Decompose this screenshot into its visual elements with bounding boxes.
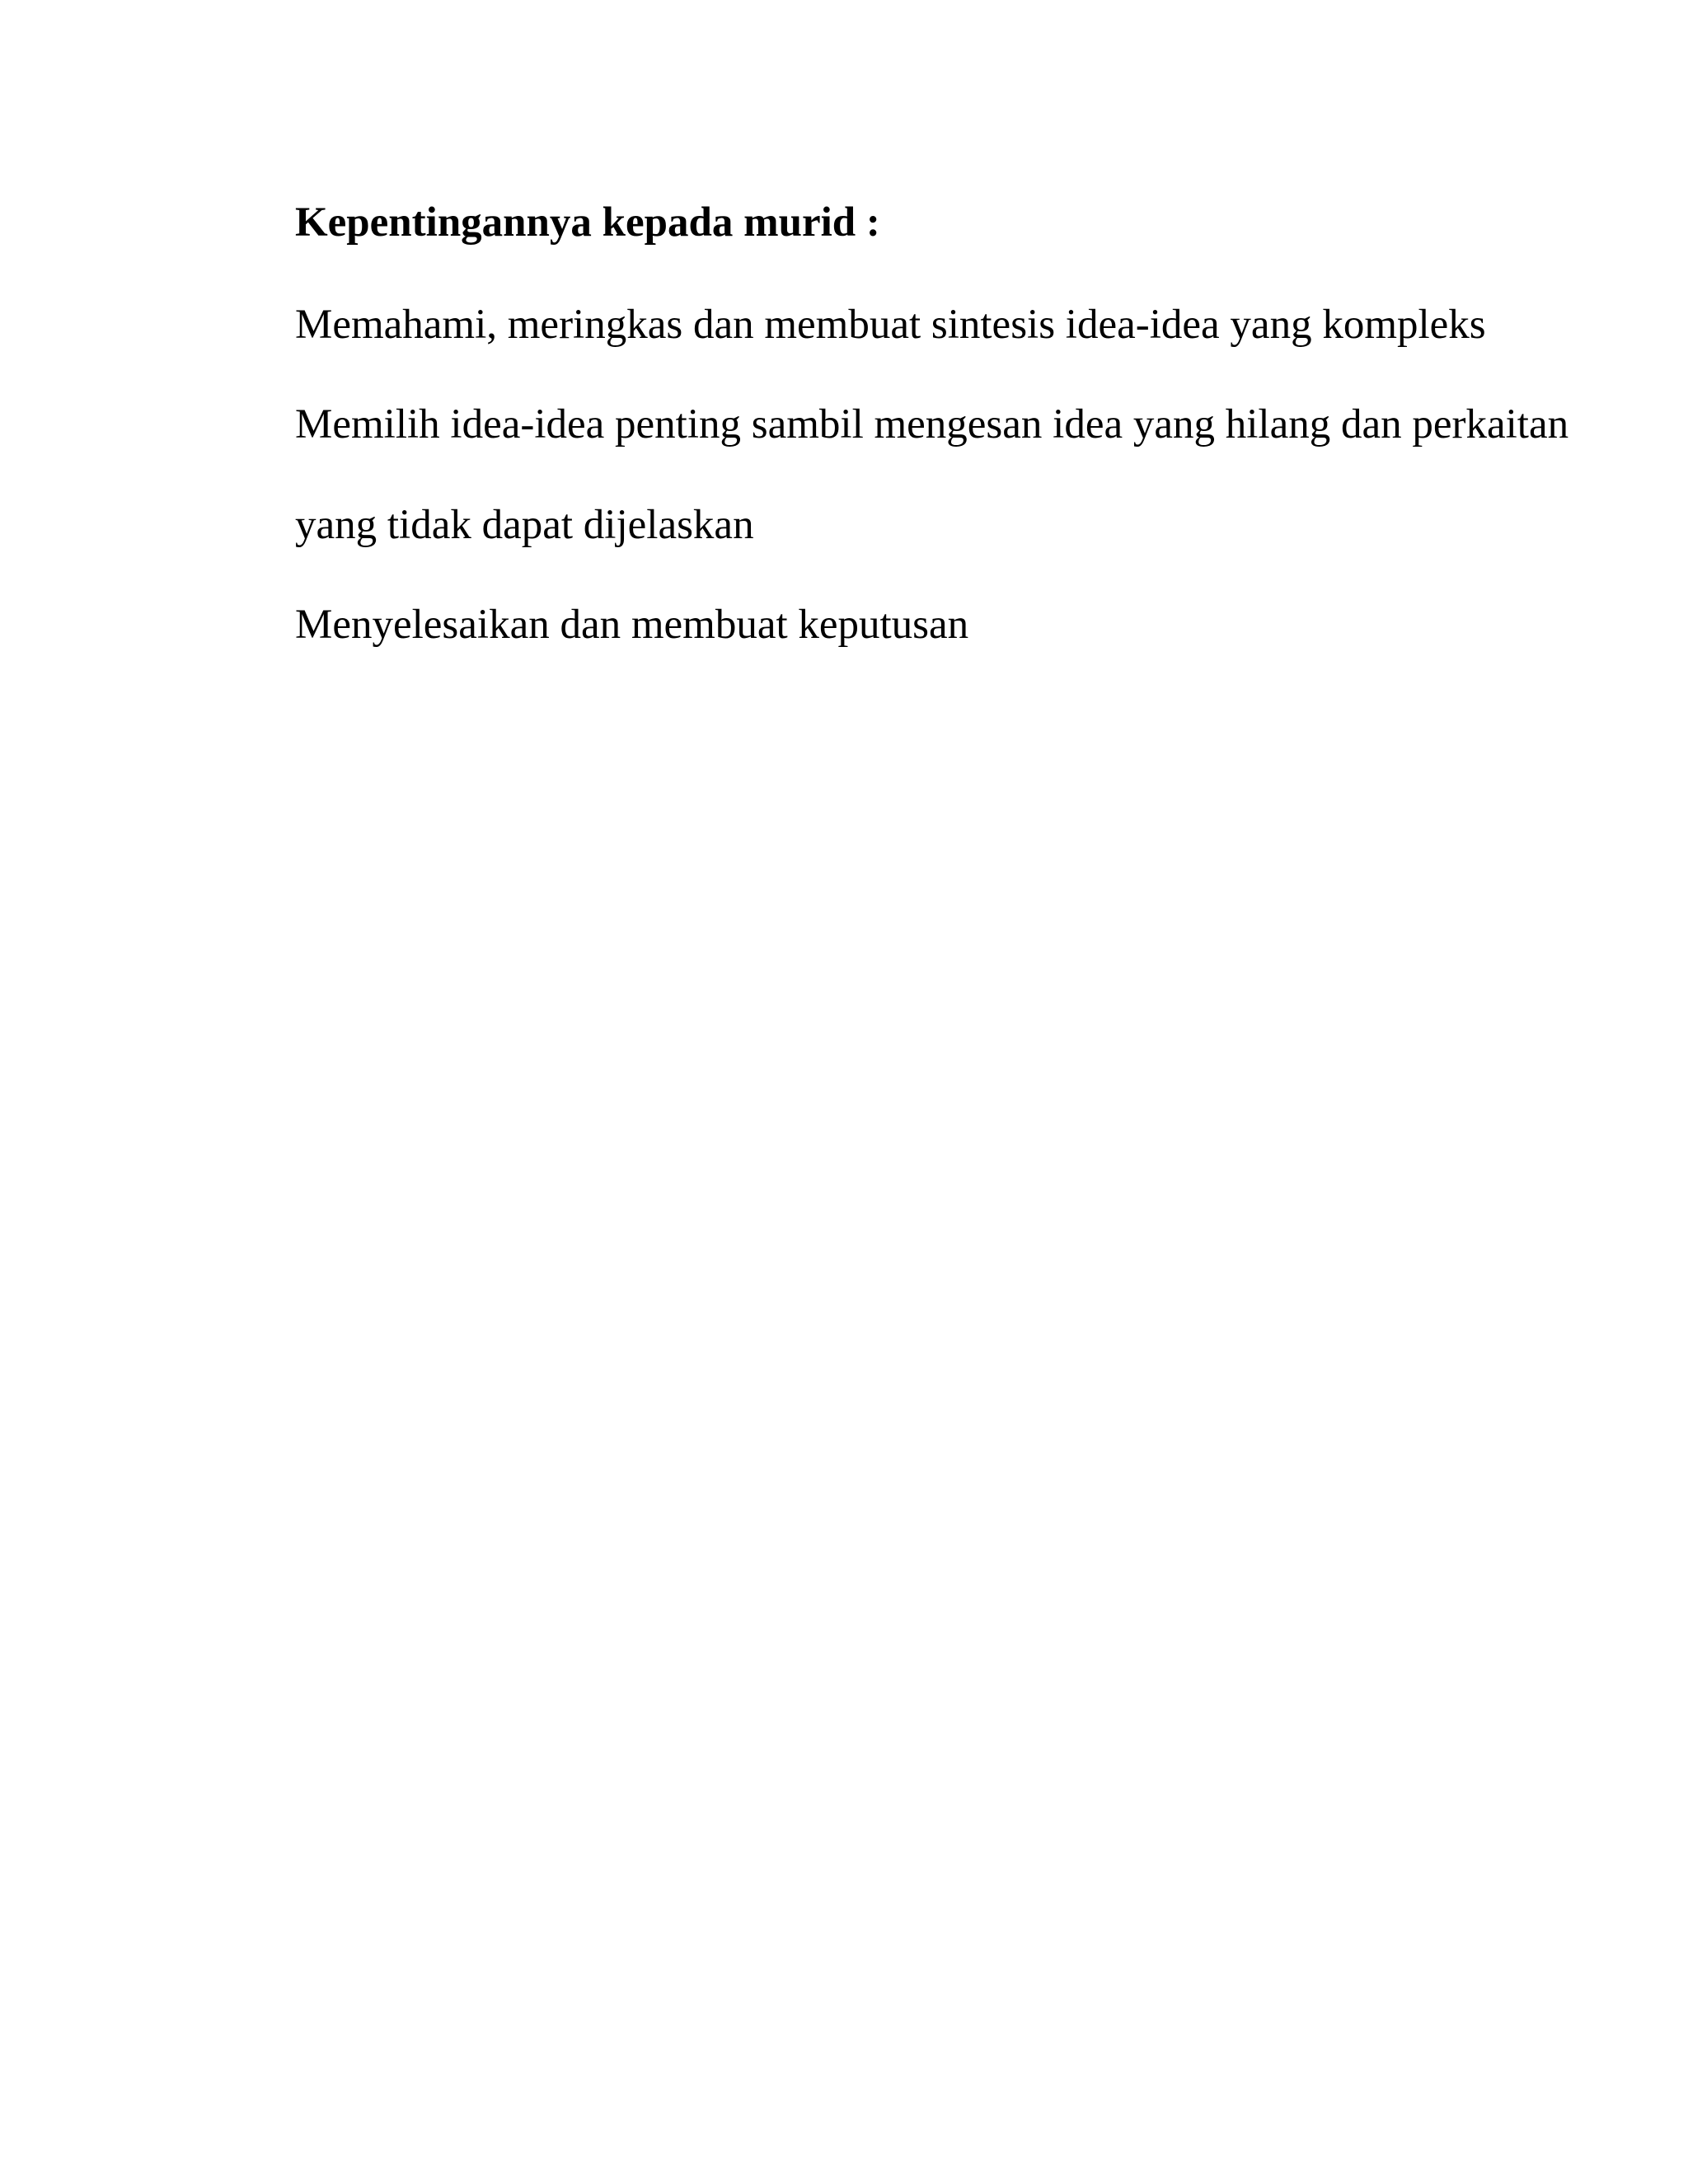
paragraph-line: Memahami, meringkas dan membuat sintesis idea-idea yang kompleks bbox=[295, 302, 1486, 348]
paragraph-line: Menyelesaikan dan membuat keputusan bbox=[295, 602, 969, 648]
section-heading: Kepentingannya kepada murid : bbox=[295, 199, 880, 246]
paragraph-line: yang tidak dapat dijelaskan bbox=[295, 502, 754, 548]
paragraph-line: Memilih idea-idea penting sambil mengesan idea yang hilang dan perkaitan bbox=[295, 401, 1569, 448]
